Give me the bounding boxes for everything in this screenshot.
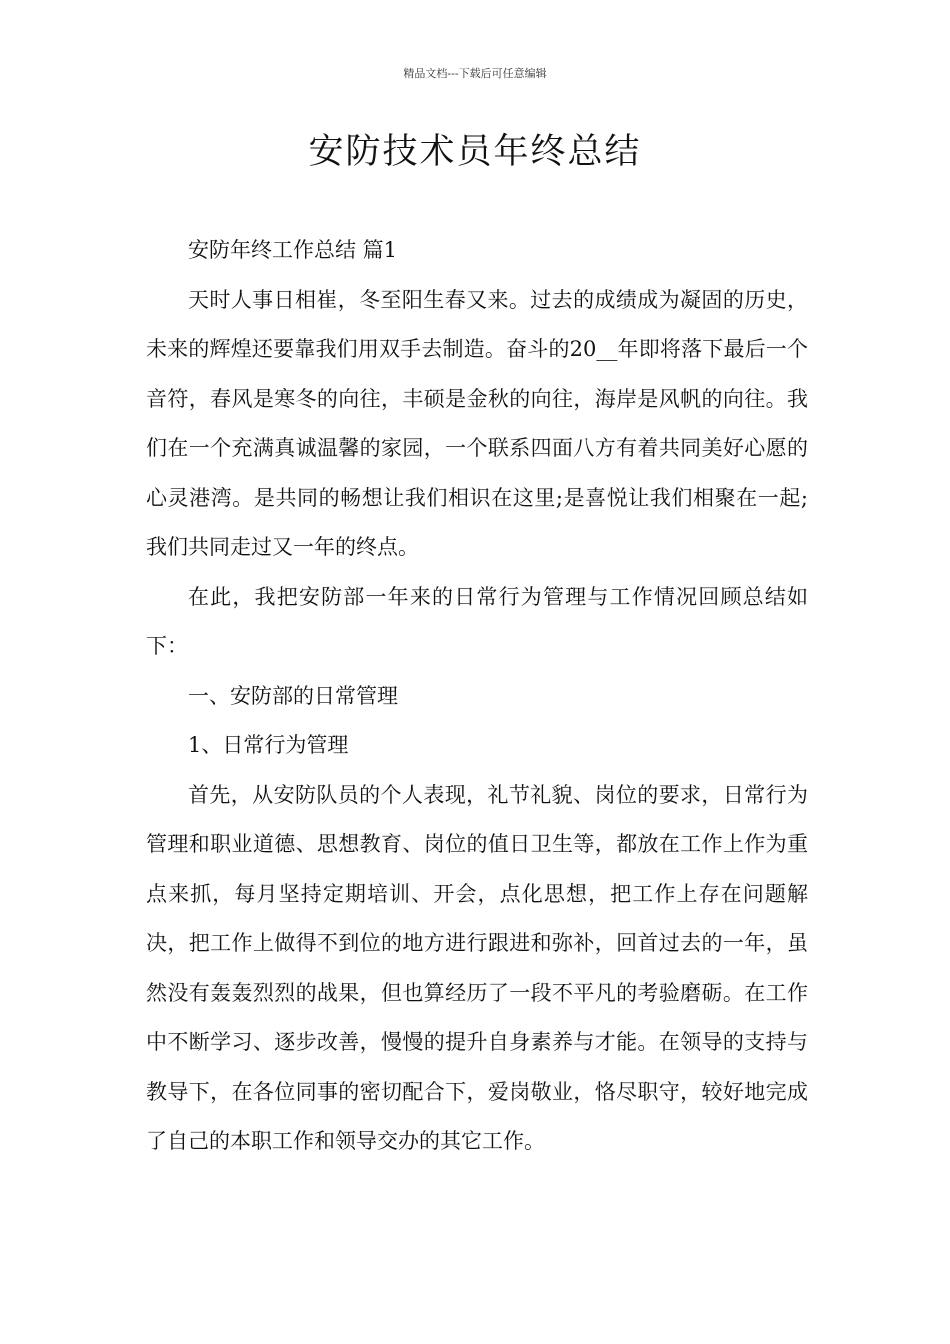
header-note: 精品文档---下载后可任意编辑 — [403, 67, 547, 80]
subsection-heading-behavior-management: 1、日常行为管理 — [188, 733, 349, 757]
document-body — [146, 226, 808, 1167]
paragraph-behavior-management: 首先，从安防队员的个人表现，礼节礼貌、岗位的要求，日常行为管理和职业道德、思想教育、岗位的值日卫生等，都放在工作上作为重点来抓，每月坚持定期培训、开会，点化思想，把工作上存在问题解决，把工作上做得不到位的地方进行跟进和弥补，回首过去的一年，虽然没有轰轰烈烈的战果，但也算经历了一段不平凡的考验磨砺。在工作中不断学习、逐步改善，慢慢的提升自身素养与才能。在领导的支持与教导下，在各位同事的密切配合下，爱岗敬业，恪尽职守，较好地完成了自己的本职工作和领导交办的其它工作。 — [146, 782, 808, 1153]
section-heading-daily-management: 一、安防部的日常管理 — [188, 683, 398, 708]
paragraph-intro: 天时人事日相崔，冬至阳生春又来。过去的成绩成为凝固的历史，未来的辉煌还要靠我们用双手去制造。奋斗的20__年即将落下最后一个音符，春风是寒冬的向往，丰硕是金秋的向往，海岸是风帆的向往。我们在一个充满真诚温馨的家园，一个联系四面八方有着共同美好心愿的心灵港湾。是共同的畅想让我们相识在这里;是喜悦让我们相聚在一起;我们共同走过又一年的终点。 — [146, 287, 808, 559]
section-heading-part1: 安防年终工作总结 篇1 — [188, 238, 398, 262]
paragraph-summary-lead: 在此，我把安防部一年来的日常行为管理与工作情况回顾总结如下： — [146, 584, 808, 658]
document-title: 安防技术员年终总结 — [308, 132, 642, 172]
